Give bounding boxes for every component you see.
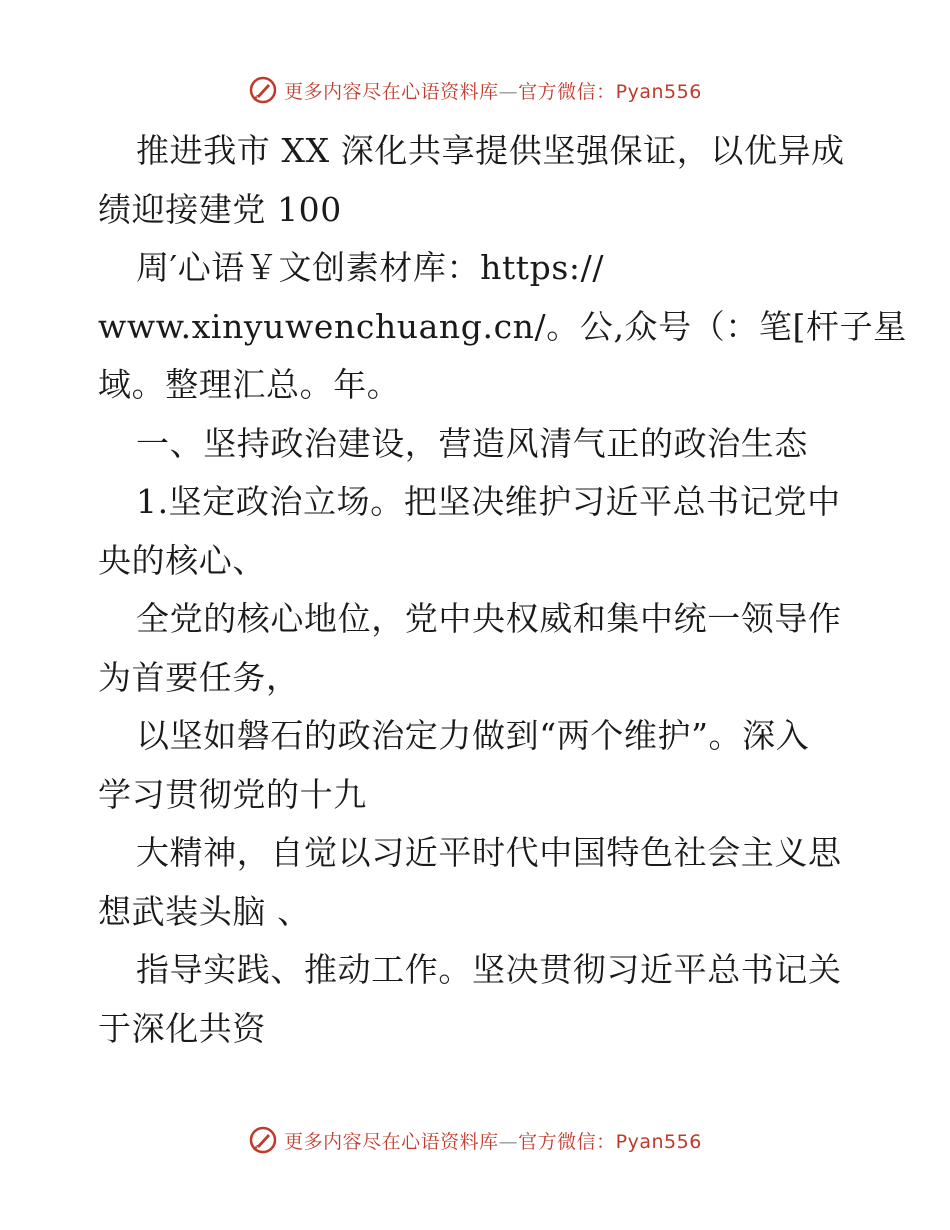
quill-pen-logo-icon (248, 75, 278, 105)
watermark-banner-top (0, 72, 950, 108)
paragraph-line: 指导实践、推动工作。坚决贯彻习近平总书记关 (136, 950, 842, 989)
paragraph-line: 学习贯彻党的十九 (98, 774, 367, 814)
paragraph-line: 域。整理汇总。年。 (98, 365, 401, 404)
watermark-banner-bottom (0, 1122, 950, 1158)
paragraph-line: 全党的核心地位，党中央权威和集中统一领导作 (136, 599, 842, 638)
paragraph-line: www.xinyuwenchuang.cn/。公,众号（：笔[杆子星 (98, 306, 907, 346)
watermark-text: 更多内容尽在心语资料库—官方微信：Pyan556 (284, 1130, 702, 1153)
document-body (98, 122, 907, 1058)
watermark-text: 更多内容尽在心语资料库—官方微信：Pyan556 (284, 80, 702, 103)
paragraph-line: 大精神，自觉以习近平时代中国特色社会主义思 (136, 833, 842, 872)
section-heading: 一、坚持政治建设，营造风清气正的政治生态 (136, 423, 808, 463)
paragraph-line: 于深化共资 (98, 1008, 266, 1048)
quill-pen-logo-icon (248, 1125, 278, 1155)
paragraph-line: 推进我市 XX 深化共享提供坚强保证，以优异成 (136, 131, 845, 170)
paragraph-line: 央的核心、 (98, 540, 266, 580)
paragraph-line: 1.坚定政治立场。把坚决维护习近平总书记党中 (136, 482, 841, 521)
paragraph-line: 绩迎接建党 100 (98, 189, 342, 229)
paragraph-line: 想武装头脑 、 (98, 891, 311, 931)
paragraph-line: 周′心语￥文创素材库：https:// (136, 248, 605, 287)
paragraph-line: 为首要任务， (98, 657, 300, 697)
paragraph-line: 以坚如磐石的政治定力做到“两个维护”。深入 (136, 716, 810, 755)
